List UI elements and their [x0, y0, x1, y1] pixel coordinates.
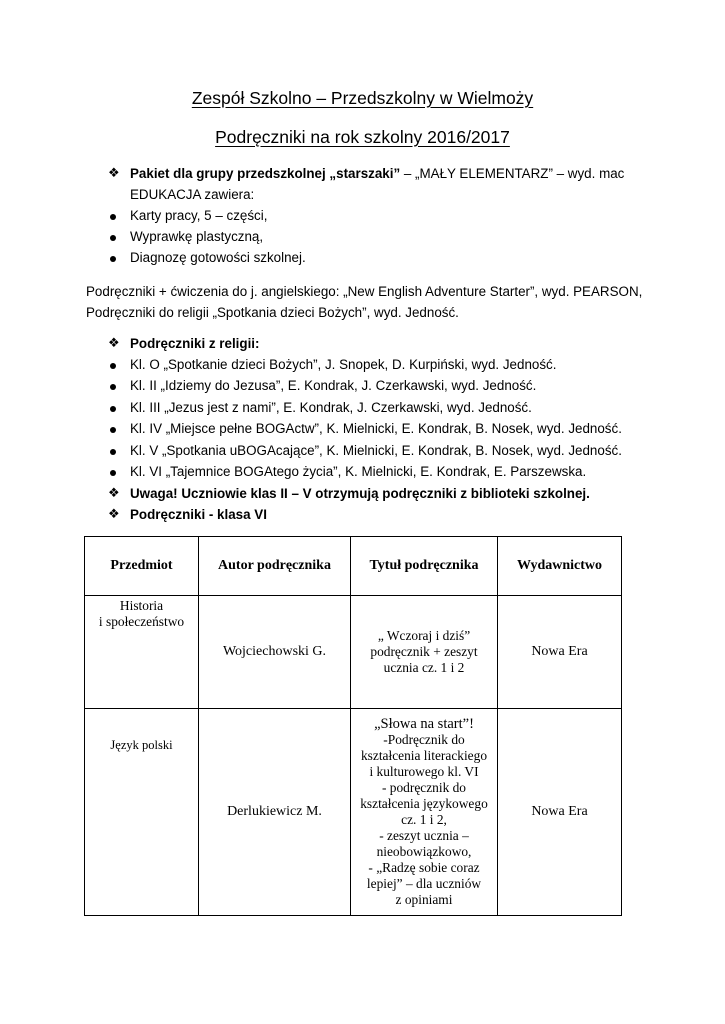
publisher-cell: Nowa Era [498, 709, 622, 916]
library-note [130, 486, 590, 501]
table-header-row [85, 537, 622, 596]
title-line: z opiniami [395, 892, 453, 907]
title-line: cz. 1 i 2, [401, 812, 447, 827]
bullet-dot-icon [110, 406, 116, 412]
preschool-package-line-2: EDUKACJA zawiera: [130, 187, 255, 202]
bullet-dot-icon [110, 470, 116, 476]
bullet-dot-icon [110, 449, 116, 455]
bullet-dot-icon [110, 214, 116, 220]
author-cell: Wojciechowski G. [199, 596, 351, 709]
subject-line: Historia [119, 598, 164, 613]
list-item: Kl. II „Idziemy do Jezusa”, E. Kondrak, J. Czerkawski, wyd. Jedność. [130, 378, 537, 393]
subject-cell: Język polski [85, 709, 199, 916]
title-line: - zeszyt ucznia – [379, 828, 469, 843]
title-line: „Słowa na start”! [374, 716, 474, 732]
title-cell [351, 596, 498, 709]
bullet-dot-icon [110, 427, 116, 433]
textbooks-table [84, 536, 622, 916]
religion-heading-text: Podręczniki z religii: [130, 336, 260, 351]
subject-line: i społeczeństwo [98, 614, 185, 629]
title-line: - „Radzę sobie coraz [368, 860, 480, 875]
preschool-package-line [130, 166, 624, 181]
page-title: Podręczniki na rok szkolny 2016/2017 [215, 127, 510, 147]
diamond-bullet-icon: ❖ [108, 165, 120, 180]
title-line: nieobowiązkowo, [376, 844, 472, 859]
school-title: Zespół Szkolno – Przedszkolny w Wielmoży [191, 88, 534, 108]
bullet-dot-icon [110, 363, 116, 369]
title-line: - podręcznik do [381, 780, 467, 795]
bullet-dot-icon [110, 384, 116, 390]
list-item: Wyprawkę plastyczną, [130, 229, 264, 244]
column-header-publisher: Wydawnictwo [498, 537, 622, 596]
list-item: Kl. VI „Tajemnice BOGAtego życia”, K. Mielnicki, E. Kondrak, E. Parszewska. [130, 464, 587, 479]
title-line: kształcenia językowego [360, 796, 488, 811]
title-cell [351, 709, 498, 916]
title-line: lepiej” – dla uczniów [366, 876, 482, 891]
column-header-subject: Przedmiot [85, 537, 199, 596]
title-line: i kulturowego kl. VI [369, 764, 479, 779]
preschool-package-rest: – „MAŁY ELEMENTARZ” – wyd. mac [400, 166, 625, 181]
bullet-dot-icon [110, 256, 116, 262]
title-line: -Podręcznik do [383, 732, 465, 747]
diamond-bullet-icon: ❖ [108, 485, 120, 500]
table-row [85, 596, 622, 709]
class-vi-heading [130, 507, 267, 522]
list-item: Karty pracy, 5 – części, [130, 208, 268, 223]
diamond-bullet-icon: ❖ [108, 506, 120, 521]
list-item: Diagnozę gotowości szkolnej. [130, 250, 306, 265]
subject-cell [85, 596, 199, 709]
bullet-dot-icon [110, 235, 116, 241]
column-header-title: Tytuł podręcznika [351, 537, 498, 596]
publisher-cell: Nowa Era [498, 596, 622, 709]
title-line: kształcenia literackiego [360, 748, 488, 763]
library-note-text: Uwaga! Uczniowie klas II – V otrzymują podręczniki z biblioteki szkolnej. [130, 486, 590, 501]
title-line: ucznia cz. 1 i 2 [383, 660, 465, 675]
list-item: Kl. O „Spotkanie dzieci Bożych”, J. Snopek, D. Kurpiński, wyd. Jedność. [130, 357, 557, 372]
list-item: Kl. IV „Miejsce pełne BOGActw”, K. Mielnicki, E. Kondrak, B. Nosek, wyd. Jedność. [130, 421, 622, 436]
religion-heading [130, 336, 259, 351]
diamond-bullet-icon: ❖ [108, 335, 120, 350]
list-item: Kl. III „Jezus jest z nami”, E. Kondrak, J. Czerkawski, wyd. Jedność. [130, 400, 532, 415]
english-books-line: Podręczniki + ćwiczenia do j. angielskiego: „New English Adventure Starter”, wyd. PEARSON, [86, 284, 643, 299]
table-row [85, 709, 622, 916]
list-item: Kl. V „Spotkania uBOGAcające”, K. Mielnicki, E. Kondrak, B. Nosek, wyd. Jedność. [130, 443, 622, 458]
class-vi-heading-text: Podręczniki - klasa VI [130, 507, 267, 522]
title-line: „ Wczoraj i dziś” [377, 628, 471, 643]
author-cell: Derlukiewicz M. [199, 709, 351, 916]
preschool-package-lead: Pakiet dla grupy przedszkolnej „starszaki” [130, 166, 401, 181]
column-header-author: Autor podręcznika [199, 537, 351, 596]
religion-books-line: Podręczniki do religii „Spotkania dzieci Bożych”, wyd. Jedność. [86, 305, 459, 320]
title-line: podręcznik + zeszyt [370, 644, 478, 659]
